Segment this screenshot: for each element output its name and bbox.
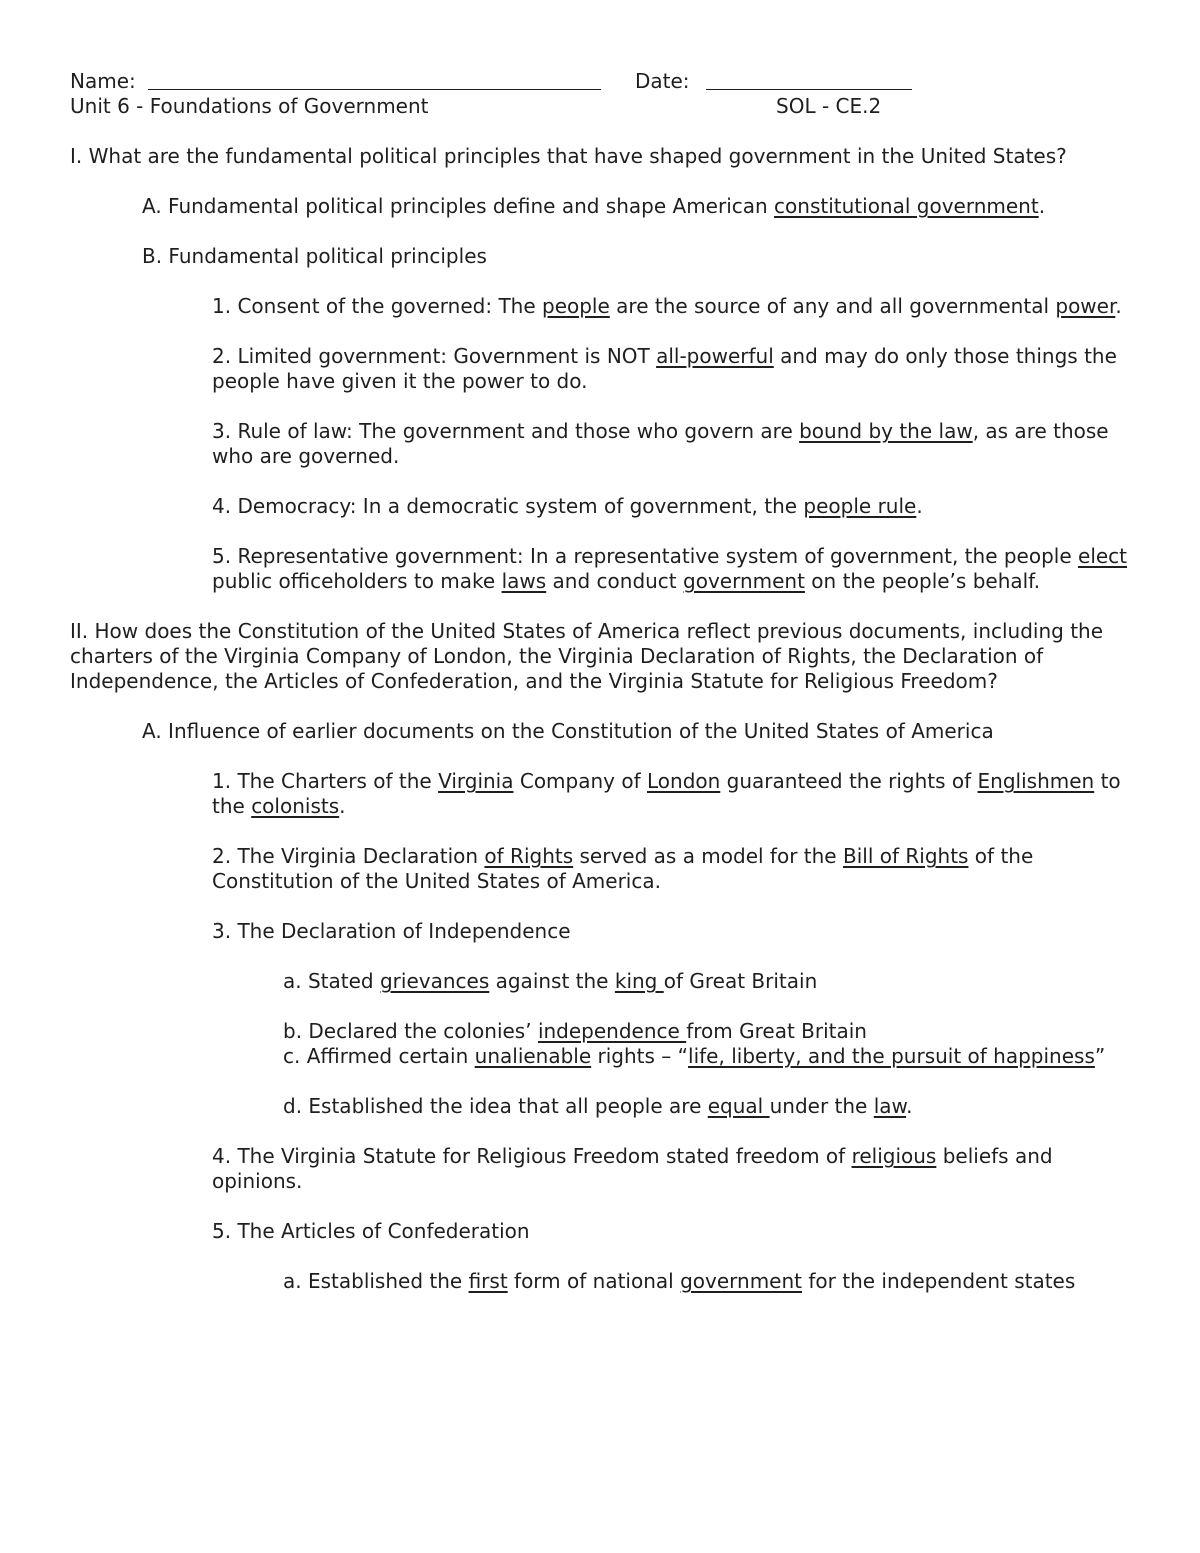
answer-text: king (614, 969, 664, 993)
prompt-text: and conduct (546, 569, 684, 593)
name-blank[interactable] (148, 69, 601, 90)
outline-item (70, 144, 1130, 169)
outline-item (212, 1144, 1130, 1194)
outline-item (212, 419, 1130, 469)
answer-text: first (468, 1269, 508, 1293)
prompt-text: d. Established the idea that all people are (283, 1094, 708, 1118)
prompt-text: I. What are the fundamental political principles that have shaped government in the United States? (70, 144, 1067, 168)
prompt-text: 5. The Articles of Confederation (212, 1219, 530, 1243)
prompt-text: of the Constitution of the United States of America. (212, 844, 1034, 893)
answer-text: government (680, 1269, 803, 1293)
outline-item (212, 494, 1130, 519)
prompt-text: 1. The Charters of the (212, 769, 439, 793)
outline-item (212, 769, 1130, 819)
prompt-text: beliefs and opinions. (212, 1144, 1053, 1193)
prompt-text: are the source of any and all governmental (609, 294, 1056, 318)
outline-item (212, 344, 1130, 394)
prompt-text: 5. Representative government: In a representative system of government, the people (212, 544, 1079, 568)
answer-text: independence (537, 1019, 687, 1043)
outline-item (212, 919, 1130, 944)
answer-text: of Rights (484, 844, 574, 868)
prompt-text: a. Established the (283, 1269, 469, 1293)
outline-content (70, 144, 1130, 1294)
outline-item (283, 1044, 1130, 1069)
worksheet-header (70, 69, 1130, 119)
outline-item (142, 719, 1130, 744)
outline-item (212, 544, 1130, 594)
prompt-text: . (906, 1094, 913, 1118)
outline-item (212, 1219, 1130, 1244)
prompt-text: form of national (507, 1269, 681, 1293)
answer-text: equal (707, 1094, 770, 1118)
prompt-text: 3. The Declaration of Independence (212, 919, 571, 943)
answer-text: Virginia (438, 769, 514, 793)
prompt-text: rights – “ (591, 1044, 689, 1068)
outline-item (70, 619, 1130, 694)
outline-item (283, 1019, 1130, 1044)
prompt-text: . (1038, 194, 1046, 218)
prompt-text: II. How does the Constitution of the United States of America reflect previous documents, including the charters of the Virginia Company of London, the Virginia Declaration of Rights, the Declaration of Independence, the Articles of Confederation, and the Virginia Statute for Religious Freedom? (70, 619, 1104, 693)
prompt-text: and may do only those things the people have given it the power to do. (212, 344, 1117, 393)
prompt-text: . (1115, 294, 1122, 318)
prompt-text: , as are those who are governed. (212, 419, 1109, 468)
prompt-text: 4. The Virginia Statute for Religious Freedom stated freedom of (212, 1144, 852, 1168)
prompt-text: under the (769, 1094, 874, 1118)
prompt-text: Company of (513, 769, 647, 793)
outline-item (142, 244, 1130, 269)
outline-item (283, 1269, 1130, 1294)
unit-title: Unit 6 - Foundations of Government (70, 94, 429, 118)
prompt-text: . (916, 494, 923, 518)
answer-text: government (683, 569, 805, 593)
prompt-text: 4. Democracy: In a democratic system of government, the (212, 494, 804, 518)
prompt-text: b. Declared the colonies’ (283, 1019, 538, 1043)
outline-item (142, 194, 1130, 219)
prompt-text: a. Stated (283, 969, 380, 993)
sol-code: SOL - CE.2 (776, 94, 882, 118)
prompt-text: from Great Britain (686, 1019, 867, 1043)
date-label: Date: (635, 69, 690, 93)
prompt-text: of Great Britain (663, 969, 818, 993)
outline-item (283, 969, 1130, 994)
name-label: Name: (70, 69, 136, 93)
prompt-text: B. Fundamental political principles (142, 244, 487, 268)
answer-text: constitutional government (774, 194, 1039, 218)
prompt-text: to the (212, 769, 1121, 818)
answer-text: colonists (251, 794, 340, 818)
worksheet-page (70, 69, 1130, 1319)
answer-text: power (1055, 294, 1116, 318)
prompt-text: A. Influence of earlier documents on the Constitution of the United States of America (142, 719, 994, 743)
answer-text: Bill of Rights (842, 844, 969, 868)
prompt-text: 2. The Virginia Declaration (212, 844, 485, 868)
answer-text: bound by the law (799, 419, 973, 443)
answer-text: people (542, 294, 610, 318)
prompt-text: 3. Rule of law: The government and those who govern are (212, 419, 800, 443)
outline-item (212, 844, 1130, 894)
prompt-text: . (339, 794, 346, 818)
answer-text: religious (851, 1144, 937, 1168)
answer-text: all-powerful (656, 344, 774, 368)
outline-item (212, 294, 1130, 319)
prompt-text: guaranteed the rights of (720, 769, 978, 793)
date-blank[interactable] (706, 69, 912, 90)
outline-item (283, 1094, 1130, 1119)
prompt-text: 2. Limited government: Government is NOT (212, 344, 657, 368)
prompt-text: on the people’s behalf. (804, 569, 1041, 593)
prompt-text: against the (489, 969, 615, 993)
answer-text: unalienable (474, 1044, 592, 1068)
prompt-text: 1. Consent of the governed: The (212, 294, 542, 318)
prompt-text: public officeholders to make (212, 569, 502, 593)
answer-text: law (873, 1094, 907, 1118)
answer-text: London (647, 769, 721, 793)
prompt-text: c. Affirmed certain (283, 1044, 475, 1068)
prompt-text: served as a model for the (573, 844, 843, 868)
answer-text: Englishmen (977, 769, 1095, 793)
answer-text: life, liberty, and the pursuit of happiness (688, 1044, 1095, 1068)
prompt-text: for the independent states (802, 1269, 1076, 1293)
prompt-text: A. Fundamental political principles define and shape American (142, 194, 775, 218)
answer-text: grievances (379, 969, 490, 993)
answer-text: laws (501, 569, 547, 593)
answer-text: elect (1078, 544, 1128, 568)
answer-text: people rule (803, 494, 917, 518)
prompt-text: ” (1094, 1044, 1106, 1068)
